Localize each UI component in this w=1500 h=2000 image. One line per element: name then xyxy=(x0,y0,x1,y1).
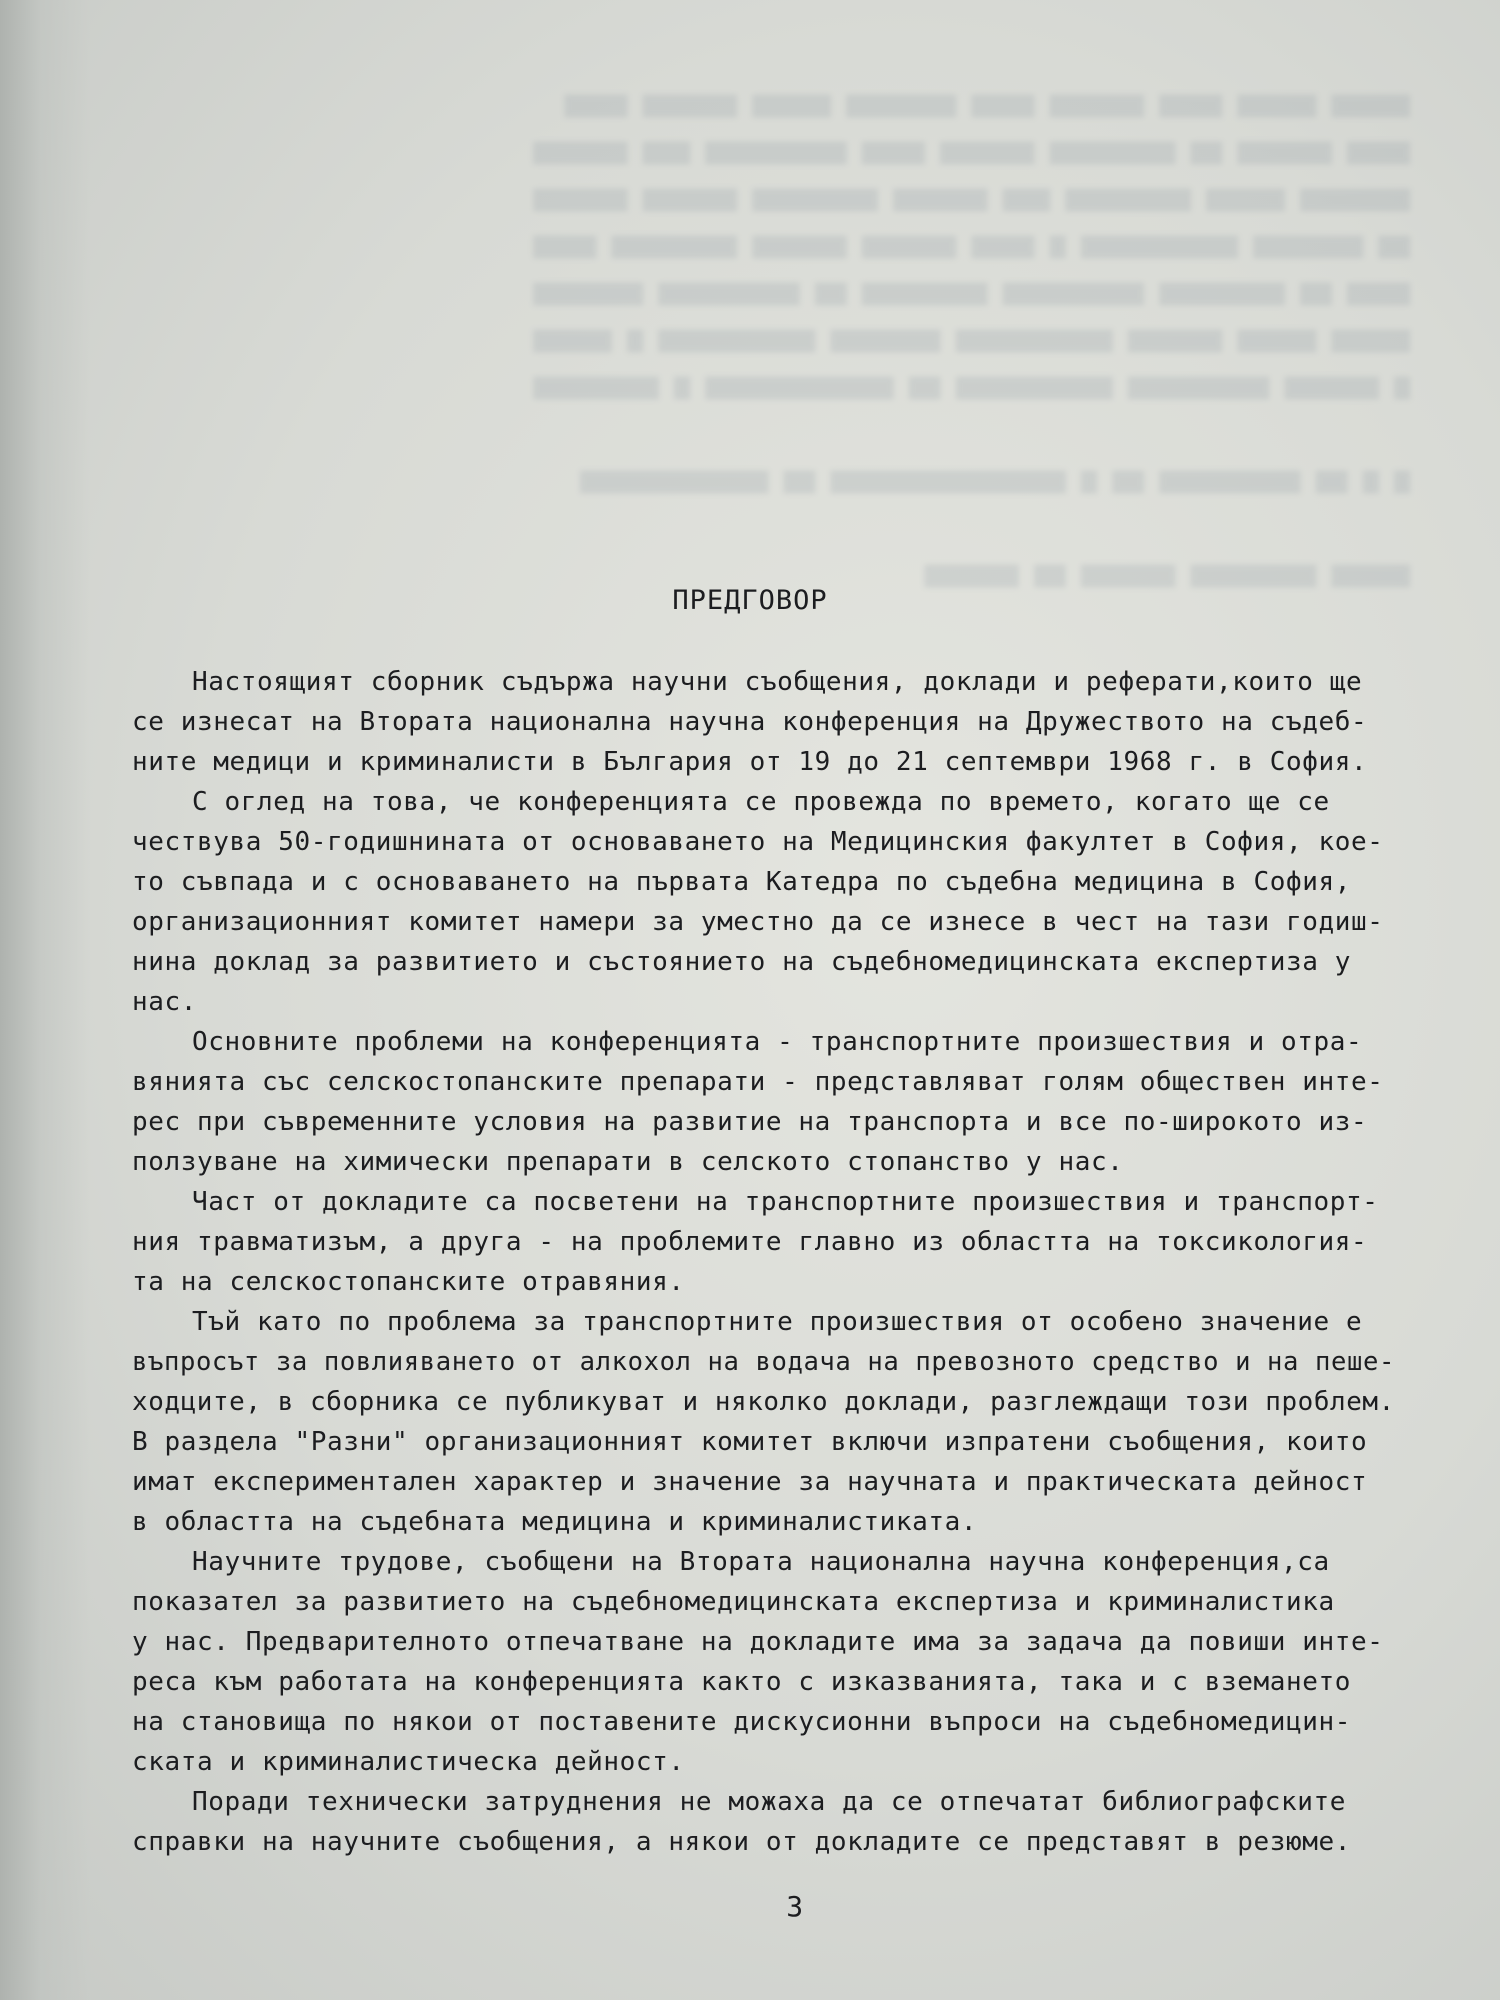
text-line: имат експериментален характер и значение за научната и практическата дейност xyxy=(132,1467,1368,1497)
text-line: в областта на съдебната медицина и криминалистиката. xyxy=(132,1507,978,1537)
text-line: Научните трудове, съобщени на Втората национална научна конференция,са xyxy=(192,1547,1330,1577)
text-line: ползуване на химически препарати в селското стопанство у нас. xyxy=(132,1147,1124,1177)
page-heading: ПРЕДГОВОР xyxy=(672,585,828,616)
text-line: вянията със селскостопанските препарати - представляват голям обществен инте- xyxy=(132,1067,1384,1097)
text-line: Поради технически затруднения не можаха да се отпечатат библиографските xyxy=(192,1787,1346,1817)
text-line: ните медици и криминалисти в България от 19 до 21 септември 1968 г. в София. xyxy=(132,747,1368,777)
text-line: Тъй като по проблема за транспортните произшествия от особено значение е xyxy=(192,1307,1363,1337)
text-line: ния травматизъм, а друга - на проблемите главно из областта на токсикология- xyxy=(132,1227,1368,1257)
text-line: нина доклад за развитието и състоянието на съдебномедицинската експертиза у xyxy=(132,947,1351,977)
text-line: рес при съвременните условия на развитие на транспорта и все по-широкото из- xyxy=(132,1107,1368,1137)
text-line: се изнесат на Втората национална научна конференция на Дружеството на съдеб- xyxy=(132,707,1368,737)
text-line: реса към работата на конференцията както с изказванията, така и с вземането xyxy=(132,1667,1351,1697)
text-line: показател за развитието на съдебномедицинската експертиза и криминалистика xyxy=(132,1587,1335,1617)
text-line: ходците, в сборника се публикуват и няколко доклади, разглеждащи този проблем. xyxy=(132,1387,1395,1417)
text-line: С оглед на това, че конференцията се провежда по времето, когато ще се xyxy=(192,787,1330,817)
text-line: организационният комитет намери за уместно да се изнесе в чест на тази годиш- xyxy=(132,907,1384,937)
text-line: Основните проблеми на конференцията - транспортните произшествия и отра- xyxy=(192,1027,1363,1057)
text-line: справки на научните съобщения, а някои от докладите се представят в резюме. xyxy=(132,1827,1351,1857)
text-line: та на селскостопанските отравяния. xyxy=(132,1267,685,1297)
page-number: 3 xyxy=(786,1890,804,1923)
show-through-texture: ▆▆▆▆▆ ▆▆▆▆▆ ▆▆▆▆ ▆▆▆▆▆▆ ▆▆▆▆ ▆▆▆▆▆▆▆ ▆▆▆▆▆ ▆▆▆▆▆▆ ▆▆▆▆ ▆▆▆▆ ▆▆▆▆▆▆ ▆▆ ▆▆▆▆▆▆▆▆ ▆▆▆▆▆▆ ▆▆▆▆ ▆▆▆▆▆▆▆▆▆ ▆▆▆ ▆▆▆▆▆▆ ▆▆▆▆▆▆▆ ▆▆▆▆▆ ▆▆▆▆▆▆▆▆ ▆▆▆ ▆▆▆▆▆▆ ▆▆▆▆▆▆▆▆ ▆▆▆▆▆▆ ▆▆▆▆▆▆ ▆▆ ▆▆▆▆▆▆▆ ▆▆▆▆▆▆▆▆▆▆ ▆ ▆▆▆▆ ▆▆▆▆▆▆ ▆▆▆▆▆▆ ▆▆▆▆▆▆▆▆ ▆▆▆▆ ▆▆▆▆ ▆▆ ▆▆▆▆▆▆▆▆ ▆▆▆▆▆▆▆▆▆ ▆▆▆▆▆▆▆▆ ▆▆ ▆▆▆▆▆▆▆▆▆ ▆▆▆▆▆▆▆ ▆▆▆▆▆ ▆▆▆▆▆ ▆▆▆▆▆▆ ▆▆▆▆▆▆▆▆▆▆ ▆▆▆▆▆▆▆ ▆▆▆▆▆▆▆▆▆▆ ▆ ▆▆▆▆▆ ▆ ▆▆▆▆▆▆ ▆▆▆▆▆▆▆▆▆ ▆▆▆▆▆▆▆▆▆▆ ▆▆ ▆▆▆▆▆▆▆▆▆▆▆▆ ▆ ▆▆▆▆▆▆▆▆ ▆ ▆ ▆▆ ▆▆▆▆▆▆▆▆▆ ▆▆ ▆ ▆▆▆▆▆▆▆▆▆▆▆▆▆▆▆ ▆▆ ▆▆▆▆▆▆▆▆▆▆▆▆ ▆▆▆▆▆ ▆▆▆▆▆▆▆▆ ▆▆▆▆▆▆ ▆▆ ▆▆▆▆▆▆ xyxy=(533,88,1410,588)
text-line: Настоящият сборник съдържа научни съобщения, доклади и реферати,които ще xyxy=(192,667,1363,697)
text-line: то съвпада и с основаването на първата Катедра по съдебна медицина в София, xyxy=(132,867,1351,897)
text-line: нас. xyxy=(132,987,198,1017)
page-gutter-shadow xyxy=(0,0,90,2000)
text-line: В раздела "Разни" организационният комитет включи изпратени съобщения, които xyxy=(132,1427,1368,1457)
text-line: чествува 50-годишнината от основаването на Медицинския факултет в София, кое- xyxy=(132,827,1384,857)
text-line: у нас. Предварителното отпечатване на докладите има за задача да повиши инте- xyxy=(132,1627,1384,1657)
text-line: Част от докладите са посветени на транспортните произшествия и транспорт- xyxy=(192,1187,1379,1217)
text-line: въпросът за повлияването от алкохол на водача на превозното средство и на пеше- xyxy=(132,1347,1395,1377)
text-line: на становища по някои от поставените дискусионни въпроси на съдебномедицин- xyxy=(132,1707,1351,1737)
text-line: ската и криминалистическа дейност. xyxy=(132,1747,685,1777)
